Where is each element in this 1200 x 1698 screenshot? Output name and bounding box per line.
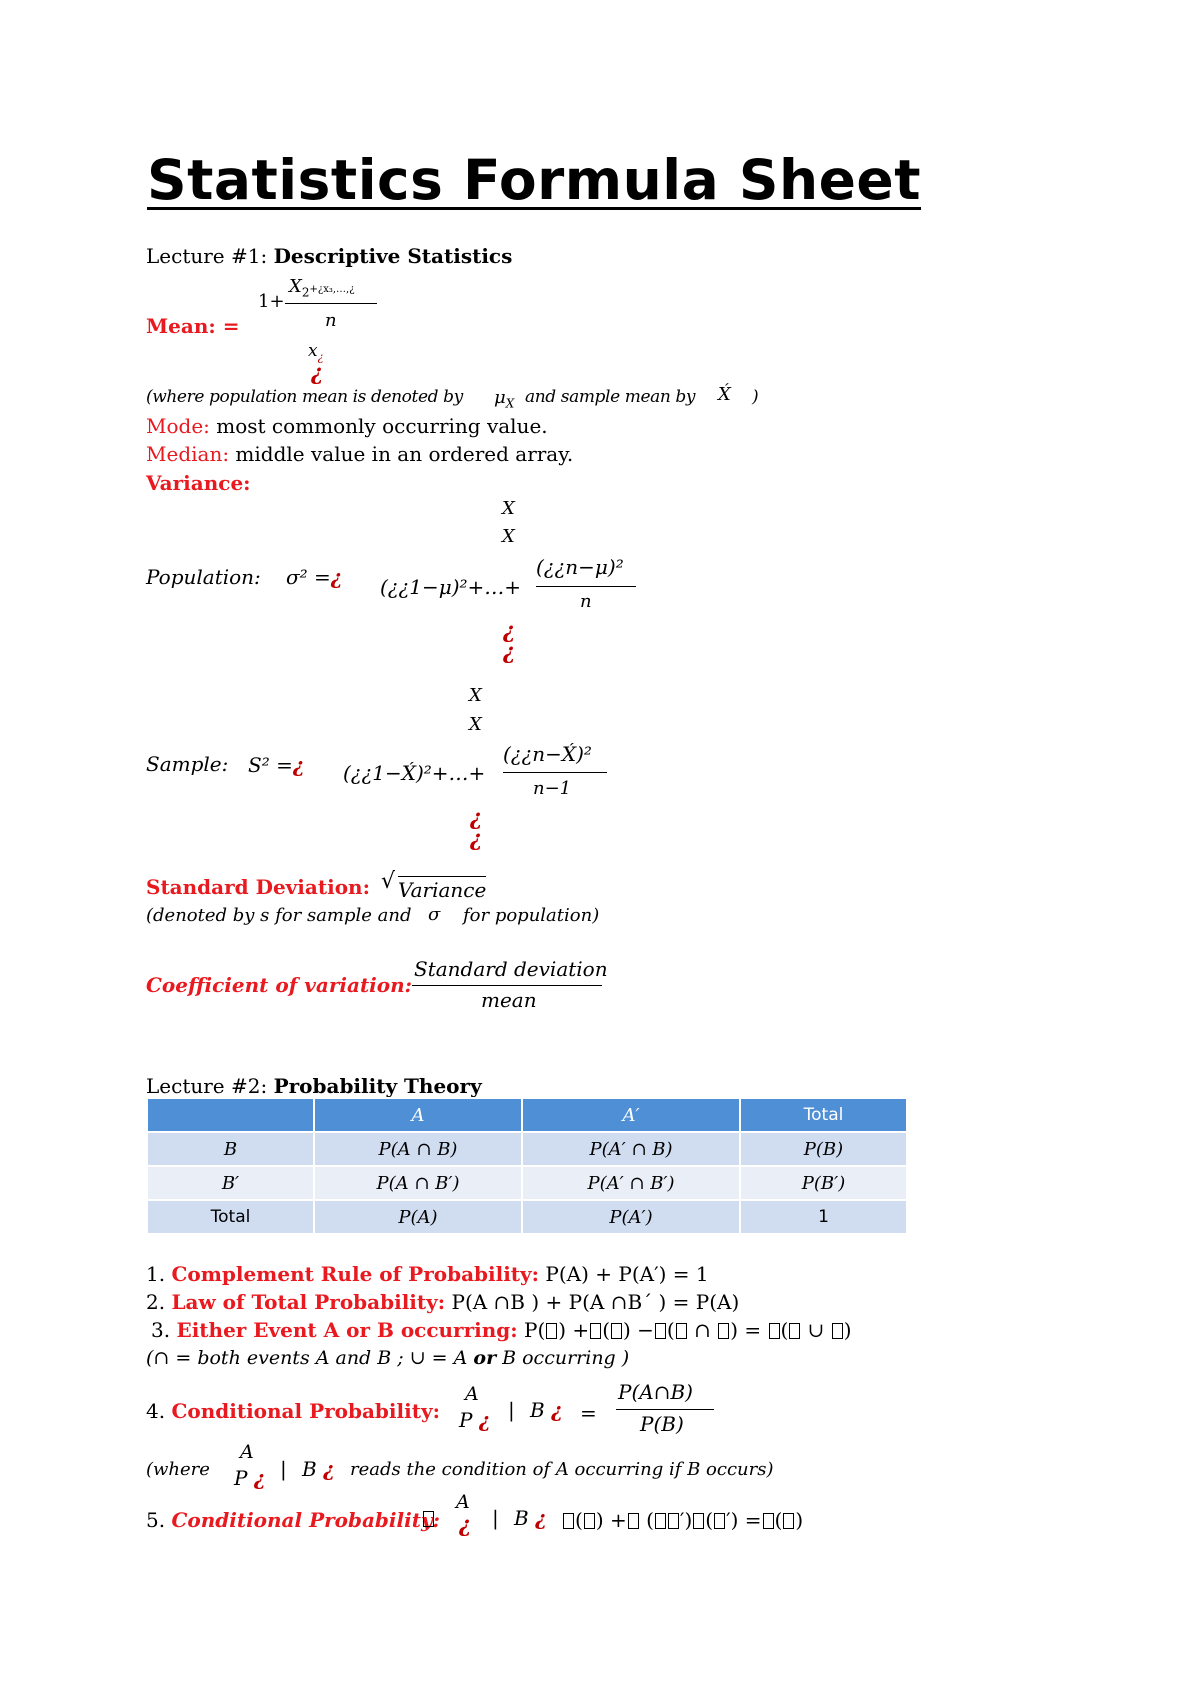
rule-1-label: Complement Rule of Probability: bbox=[171, 1262, 540, 1286]
rule-4-b bbox=[530, 1398, 563, 1422]
rule-2 bbox=[146, 1290, 739, 1314]
missing-glyph-box bbox=[628, 1513, 639, 1529]
rule-4-note-bar: | bbox=[280, 1457, 287, 1481]
mean-one-plus: 1+ bbox=[258, 291, 285, 312]
rule-5-label: Conditional Probability: bbox=[171, 1508, 440, 1532]
pop-x-top-2: X bbox=[502, 526, 515, 547]
lecture-2-heading bbox=[146, 1074, 482, 1098]
population-term-1: (¿¿1−μ)²+…+ bbox=[380, 575, 522, 599]
cv-fraction-bar bbox=[412, 985, 602, 986]
rule-4-b-letter: B bbox=[530, 1398, 545, 1422]
median-line bbox=[146, 442, 573, 466]
population-sigma-squared: σ² = bbox=[286, 565, 331, 589]
missing-glyph-box bbox=[423, 1511, 434, 1527]
rule-4-number: 4. bbox=[146, 1399, 172, 1423]
population-lhs bbox=[286, 565, 343, 589]
rule-4-note-p-inv-q: ¿ bbox=[253, 1466, 266, 1490]
rule-5-number: 5. bbox=[146, 1508, 172, 1532]
rule-3-part: ( bbox=[602, 1318, 610, 1342]
table-cell: P(A ∩ B) bbox=[314, 1132, 522, 1166]
missing-glyph-box bbox=[789, 1323, 800, 1339]
rule-4-p bbox=[459, 1408, 491, 1432]
population-frac-num: (¿¿n−μ)² bbox=[536, 555, 624, 579]
mean-num-x: X bbox=[289, 276, 302, 297]
rule-4-note-open: (where bbox=[146, 1459, 210, 1480]
missing-glyph-box bbox=[718, 1323, 729, 1339]
mean-note-text-2: and sample mean by bbox=[525, 387, 696, 407]
rule-3-number: 3. bbox=[151, 1318, 177, 1342]
rule-4-note-b-letter: B bbox=[302, 1457, 317, 1481]
rule-3-note-text-2: B occurring ) bbox=[496, 1347, 630, 1369]
rule-3-part: ∪ bbox=[801, 1318, 831, 1342]
rule-3-part: ) = bbox=[730, 1318, 768, 1342]
mu-symbol: μ bbox=[494, 387, 506, 408]
rule-4-note-text: reads the condition of A occurring if B occurs) bbox=[350, 1459, 774, 1480]
rule-3-note bbox=[146, 1347, 629, 1369]
population-frac-den: n bbox=[580, 591, 592, 612]
lecture-1-heading bbox=[146, 244, 512, 268]
rule-5-part: ( bbox=[705, 1508, 714, 1532]
mean-xi-x: x bbox=[308, 341, 318, 361]
rule-5-b bbox=[514, 1506, 547, 1530]
rule-4-a: A bbox=[465, 1383, 479, 1405]
rule-5-part: ( bbox=[774, 1508, 783, 1532]
cv-numerator: Standard deviation bbox=[414, 957, 608, 981]
rule-1-formula: P(A) + P(A′) = 1 bbox=[539, 1262, 709, 1286]
rule-4-b-inv-q: ¿ bbox=[551, 1398, 563, 1422]
mean-xi-sub: ¿ bbox=[317, 350, 324, 364]
std-note-1: (denoted by s for sample and bbox=[146, 905, 412, 926]
missing-glyph-box bbox=[693, 1513, 704, 1529]
rule-3-note-or: or bbox=[473, 1347, 497, 1369]
rule-5 bbox=[146, 1508, 440, 1532]
std-note-2: for population) bbox=[463, 905, 600, 926]
missing-glyph-box bbox=[832, 1323, 843, 1339]
population-fraction-bar bbox=[536, 586, 636, 587]
sample-lhs bbox=[248, 753, 305, 777]
table-header-cell: A′ bbox=[522, 1098, 740, 1132]
table-cell: P(A′) bbox=[522, 1200, 740, 1234]
mean-note-text-1: (where population mean is denoted by bbox=[146, 387, 463, 407]
rule-5-part: ( bbox=[575, 1508, 583, 1532]
table-cell: B bbox=[147, 1132, 314, 1166]
sample-inv-q-2: ¿ bbox=[470, 826, 483, 851]
median-label: Median: bbox=[146, 442, 230, 466]
sample-frac-num: (¿¿n−X́)² bbox=[503, 742, 592, 766]
table-row bbox=[147, 1200, 907, 1234]
table-cell: P(A′ ∩ B) bbox=[522, 1132, 740, 1166]
missing-glyph-box bbox=[676, 1323, 687, 1339]
rule-5-a: A bbox=[456, 1491, 470, 1513]
rule-2-label: Law of Total Probability: bbox=[171, 1290, 446, 1314]
table-header-cell: Total bbox=[740, 1098, 907, 1132]
rule-3-part: P( bbox=[517, 1318, 546, 1342]
table-cell: P(A ∩ B′) bbox=[314, 1166, 522, 1200]
rule-2-formula: P(A ∩B ) + P(A ∩B´ ) = P(A) bbox=[445, 1290, 740, 1314]
std-radicand: Variance bbox=[398, 878, 487, 902]
table-header-row bbox=[147, 1098, 907, 1132]
rule-4-note-p bbox=[234, 1466, 266, 1490]
population-label: Population: bbox=[146, 565, 261, 589]
rule-4-equals: = bbox=[580, 1401, 597, 1425]
rule-5-b-letter: B bbox=[514, 1506, 529, 1530]
missing-glyph-box bbox=[655, 1513, 666, 1529]
rule-5-b-inv-q: ¿ bbox=[535, 1506, 547, 1530]
table-cell: P(A′ ∩ B′) bbox=[522, 1166, 740, 1200]
table-cell: 1 bbox=[740, 1200, 907, 1234]
sample-frac-den: n−1 bbox=[533, 778, 572, 799]
rule-5-part: ( bbox=[639, 1508, 654, 1532]
table-cell: P(B) bbox=[740, 1132, 907, 1166]
mu-sub: X bbox=[505, 396, 515, 411]
rule-4-frac-num: P(A∩B) bbox=[618, 1380, 693, 1404]
rule-5-part: ) + bbox=[595, 1508, 627, 1532]
table-row bbox=[147, 1132, 907, 1166]
table-cell: Total bbox=[147, 1200, 314, 1234]
cv-denominator: mean bbox=[481, 988, 537, 1012]
rule-3-note-text-1: (∩ = both events A and B ; ∪ = A bbox=[146, 1347, 474, 1369]
table-cell: B′ bbox=[147, 1166, 314, 1200]
std-note-sigma: σ bbox=[428, 904, 441, 925]
table-header-cell: A bbox=[314, 1098, 522, 1132]
mode-text: most commonly occurring value. bbox=[209, 414, 548, 438]
missing-glyph-box bbox=[546, 1323, 557, 1339]
rule-5-bar: | bbox=[492, 1506, 499, 1530]
sqrt-symbol: √ bbox=[381, 869, 396, 894]
sample-x-top-1: X bbox=[469, 685, 482, 706]
population-lhs-inv-q: ¿ bbox=[330, 565, 343, 589]
missing-glyph-box bbox=[611, 1323, 622, 1339]
rule-3-part: ) + bbox=[558, 1318, 590, 1342]
rule-3-part: ( bbox=[780, 1318, 789, 1342]
mode-label: Mode: bbox=[146, 414, 210, 438]
missing-glyph-box bbox=[763, 1513, 774, 1529]
rule-4-label: Conditional Probability: bbox=[171, 1399, 440, 1423]
rule-5-lead bbox=[422, 1510, 435, 1529]
lecture-2-name: Probability Theory bbox=[273, 1074, 482, 1098]
rule-5-part: ′) bbox=[679, 1508, 693, 1532]
mean-numerator bbox=[289, 276, 355, 300]
missing-glyph-box bbox=[714, 1513, 725, 1529]
sample-fraction-bar bbox=[503, 772, 607, 773]
mode-line bbox=[146, 414, 548, 438]
table-cell: P(B′) bbox=[740, 1166, 907, 1200]
lecture-2-prefix: Lecture #2: bbox=[146, 1074, 274, 1098]
variance-label: Variance: bbox=[146, 471, 251, 495]
mean-label: Mean: = bbox=[146, 314, 240, 338]
rule-3-part: ∩ bbox=[687, 1318, 718, 1342]
missing-glyph-box bbox=[590, 1323, 601, 1339]
rule-3-part: ) bbox=[843, 1318, 852, 1342]
missing-glyph-box bbox=[668, 1513, 679, 1529]
sample-label: Sample: bbox=[146, 752, 229, 776]
missing-glyph-box bbox=[563, 1513, 574, 1529]
missing-glyph-box bbox=[584, 1513, 595, 1529]
rule-3-label: Either Event A or B occurring: bbox=[176, 1318, 518, 1342]
table-header-cell bbox=[147, 1098, 314, 1132]
rule-3-part: ( bbox=[666, 1318, 675, 1342]
table-row bbox=[147, 1166, 907, 1200]
pop-inv-q-1: ¿ bbox=[503, 618, 516, 643]
missing-glyph-box bbox=[655, 1323, 666, 1339]
cv-label: Coefficient of variation: bbox=[146, 973, 413, 997]
rule-4-note-p-letter: P bbox=[234, 1466, 248, 1490]
rule-4-bar: | bbox=[508, 1398, 515, 1422]
rule-4-p-letter: P bbox=[459, 1408, 473, 1432]
mean-denominator: n bbox=[325, 310, 337, 331]
pop-x-top-1: X bbox=[502, 498, 515, 519]
mean-inverted-question: ¿ bbox=[311, 360, 324, 385]
rule-4-frac-den: P(B) bbox=[640, 1412, 684, 1436]
mean-note-mu bbox=[494, 387, 514, 411]
rule-4-fraction-bar bbox=[616, 1409, 714, 1410]
rule-5-part: ′) = bbox=[726, 1508, 762, 1532]
missing-glyph-box bbox=[783, 1513, 794, 1529]
rule-1-number: 1. bbox=[146, 1262, 172, 1286]
pop-inv-q-2: ¿ bbox=[503, 639, 516, 664]
page-title: Statistics Formula Sheet bbox=[147, 148, 922, 212]
mean-fraction-bar bbox=[285, 303, 377, 304]
sample-inv-q-1: ¿ bbox=[470, 805, 483, 830]
rule-4-note-b bbox=[302, 1457, 335, 1481]
rule-3-part: ) − bbox=[623, 1318, 654, 1342]
rule-4-p-inv-q: ¿ bbox=[478, 1408, 491, 1432]
missing-glyph-box bbox=[769, 1323, 780, 1339]
sample-s-squared: S² = bbox=[248, 753, 293, 777]
sample-x-top-2: X bbox=[469, 714, 482, 735]
rule-2-number: 2. bbox=[146, 1290, 172, 1314]
rule-1 bbox=[146, 1262, 709, 1286]
mean-num-rest: +¿x₃,…,¿ bbox=[309, 284, 355, 295]
mean-num-sub: 2 bbox=[301, 285, 310, 300]
rule-4-note-a: A bbox=[240, 1441, 254, 1463]
sample-lhs-inv-q: ¿ bbox=[292, 753, 305, 777]
rule-4 bbox=[146, 1399, 440, 1423]
median-text: middle value in an ordered array. bbox=[229, 442, 574, 466]
rule-5-part: ) bbox=[795, 1508, 804, 1532]
lecture-1-name: Descriptive Statistics bbox=[273, 244, 513, 268]
rule-3 bbox=[151, 1318, 852, 1342]
sample-term-1: (¿¿1−X́)²+…+ bbox=[343, 761, 486, 785]
mean-note-xbar: X́ bbox=[718, 384, 731, 405]
table-cell: P(A) bbox=[314, 1200, 522, 1234]
rule-4-note-b-inv-q: ¿ bbox=[323, 1457, 335, 1481]
rule-5-a-inv-q: ¿ bbox=[459, 1512, 472, 1537]
mean-note-close: ) bbox=[752, 387, 759, 407]
std-label: Standard Deviation: bbox=[146, 875, 370, 899]
lecture-1-prefix: Lecture #1: bbox=[146, 244, 274, 268]
rule-5-tail bbox=[562, 1508, 803, 1532]
probability-table bbox=[146, 1097, 908, 1235]
